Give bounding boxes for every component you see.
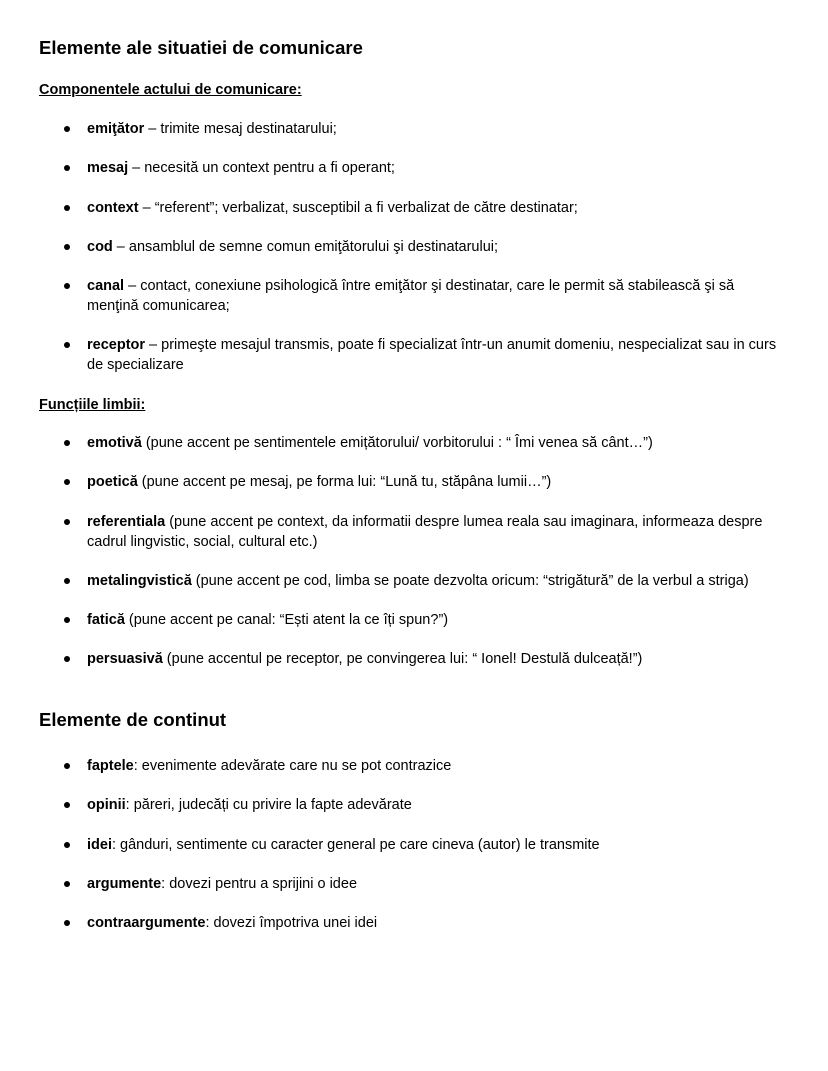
definition: : dovezi împotriva unei idei [205, 915, 378, 932]
list-item [0, 276, 828, 316]
term: mesaj [87, 160, 129, 177]
list-item [0, 512, 828, 552]
definition: (pune accent pe mesaj, pe forma lui: “Lună tu, stăpâna lumii…”) [137, 474, 552, 491]
term: referentiala [87, 513, 166, 530]
components-heading: Componentele actului de comunicare: [39, 82, 302, 98]
components-list [0, 119, 828, 395]
bullet-icon [64, 244, 70, 250]
bullet-icon [64, 617, 70, 623]
list-item [0, 119, 828, 139]
list-item [0, 756, 828, 776]
term: cod [87, 238, 113, 255]
term: fatică [87, 612, 125, 629]
bullet-icon [64, 342, 70, 348]
bullet-icon [64, 763, 70, 769]
term: canal [87, 278, 125, 295]
bullet-icon [64, 479, 70, 485]
definition: : gânduri, sentimente cu caracter general pe care cineva (autor) le transmite [111, 836, 600, 853]
definition: : dovezi pentru a sprijini o idee [161, 875, 358, 892]
definition: – necesită un context pentru a fi operant; [128, 160, 395, 177]
term: idei [87, 836, 112, 853]
bullet-icon [64, 519, 70, 525]
list-item [0, 198, 828, 218]
list-item [0, 433, 828, 453]
term: metalingvistică [87, 572, 192, 589]
list-item [0, 649, 828, 669]
bullet-icon [64, 165, 70, 171]
definition: – trimite mesaj destinatarului; [144, 121, 337, 137]
term: argumente [87, 875, 162, 892]
term: persuasivă [87, 651, 163, 668]
list-item [0, 795, 828, 815]
section-title-content: Elemente de continut [39, 709, 227, 730]
list-item [0, 874, 828, 894]
functions-list [0, 433, 828, 689]
list-item [0, 237, 828, 257]
definition: – primeşte mesajul transmis, poate fi specializat într-un anumit domeniu, nespecializat sau in curs de specializare [87, 337, 777, 374]
list-item [0, 571, 828, 591]
bullet-icon [64, 656, 70, 662]
definition: – contact, conexiune psihologică între emiţător şi destinatar, care le permit să stabilească şi să menţină comunicarea; [87, 278, 735, 315]
list-item [0, 913, 828, 933]
term: context [87, 199, 139, 216]
bullet-icon [64, 440, 70, 446]
term: poetică [87, 474, 138, 491]
definition: (pune accent pe context, da informatii despre lumea reala sau imaginara, informeaza despre cadrul lingvistic, social, cultural etc.) [87, 513, 763, 550]
term: receptor [87, 337, 146, 354]
bullet-icon [64, 578, 70, 584]
list-item [0, 610, 828, 630]
section-title-communication: Elemente ale situatiei de comunicare [39, 37, 363, 58]
content-list [0, 756, 828, 952]
definition: (pune accent pe sentimentele emițătorului/ vorbitorului : “ Îmi venea să cânt…”) [141, 435, 653, 451]
list-item [0, 835, 828, 855]
term: contraargumente [87, 915, 206, 932]
bullet-icon [64, 842, 70, 848]
term: emiţător [87, 121, 145, 137]
definition: (pune accent pe canal: “Ești atent la ce îți spun?”) [124, 612, 449, 629]
bullet-icon [64, 920, 70, 926]
list-item [0, 335, 828, 375]
bullet-icon [64, 881, 70, 887]
term: opinii [87, 797, 126, 814]
definition: – ansamblul de semne comun emiţătorului şi destinatarului; [112, 238, 499, 255]
functions-heading: Funcțiile limbii: [39, 397, 146, 413]
bullet-icon [64, 126, 70, 132]
term: faptele [87, 758, 134, 774]
bullet-icon [64, 802, 70, 808]
definition: (pune accent pe cod, limba se poate dezvolta oricum: “strigătură” de la verbul a striga) [191, 572, 749, 589]
list-item [0, 472, 828, 492]
bullet-icon [64, 283, 70, 289]
bullet-icon [64, 205, 70, 211]
term: emotivă [87, 435, 142, 451]
definition: : păreri, judecăți cu privire la fapte adevărate [125, 797, 412, 814]
definition: – “referent”; verbalizat, susceptibil a fi verbalizat de către destinatar; [138, 199, 578, 216]
definition: : evenimente adevărate care nu se pot contrazice [133, 758, 452, 774]
list-item [0, 158, 828, 178]
definition: (pune accentul pe receptor, pe convingerea lui: “ Ionel! Destulă dulceață!”) [162, 651, 643, 668]
